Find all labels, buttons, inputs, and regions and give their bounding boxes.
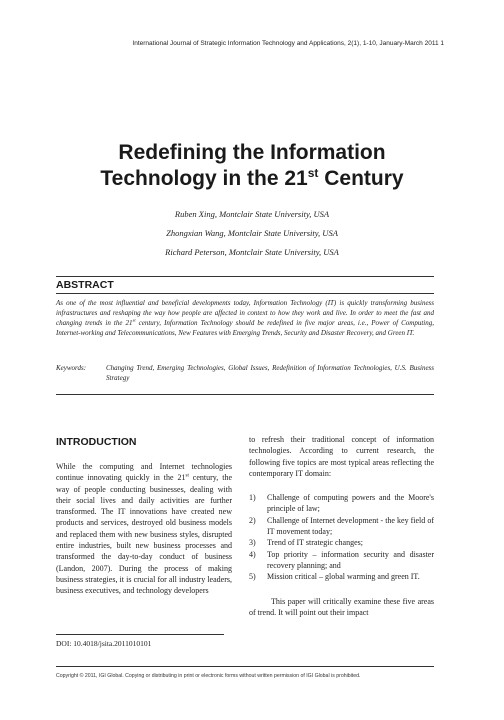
list-item-number: 4) bbox=[249, 549, 256, 559]
title-line-2 bbox=[40, 166, 464, 192]
copyright-notice: Copyright © 2011, IGI Global. Copying or distributing in print or electronic forms without written permission of IGI Global is prohibited. bbox=[56, 673, 361, 679]
list-item-number: 1) bbox=[249, 493, 256, 503]
intro-para-1-part-2: century, the way of people conducting businesses, dealing with their social lives and daily activities are further transformed. The IT innovations have created new products and services, destroyed old business models and replaced them with new business styles, disrupted entire industries, built new business processes and transformed the day-to-day conduct of business (Landon, 2007). During the process of making business strategies, it is crucial for all industry leaders, business executives, and technology developers bbox=[56, 473, 232, 596]
introduction-heading: INTRODUCTION bbox=[56, 436, 137, 448]
title-superscript: st bbox=[307, 166, 319, 180]
keywords bbox=[56, 363, 434, 383]
list-item-text: Challenge of Internet development - the key field of IT movement today; bbox=[267, 515, 434, 537]
title-line-1: Redefining the Information bbox=[118, 141, 386, 164]
topic-list bbox=[249, 492, 434, 582]
abstract-text-part-1: As one of the most influential and beneficial developments today, Information Technology (IT) is quickly transforming business infrastructures and reshaping the way how people are affected in context to how they work and live. In order to meet the fast and changing trends in the 21 bbox=[56, 299, 434, 327]
list-item bbox=[249, 492, 434, 515]
keywords-label: Keywords: bbox=[56, 364, 87, 372]
introduction-paragraph-2: This paper will critically examine these five areas of trend. It will point out their impact bbox=[249, 596, 434, 617]
paper-title bbox=[40, 140, 464, 192]
intro-superscript: st bbox=[185, 473, 189, 479]
author-list bbox=[40, 209, 464, 266]
abstract-superscript: st bbox=[132, 317, 136, 323]
list-item bbox=[249, 571, 434, 582]
list-item-number: 3) bbox=[249, 538, 256, 548]
list-item bbox=[249, 537, 434, 548]
abstract-bottom-rule bbox=[56, 394, 434, 395]
footer-rule bbox=[56, 666, 434, 667]
abstract-heading-rule bbox=[56, 293, 434, 294]
list-item-number: 2) bbox=[249, 515, 256, 525]
abstract-heading: ABSTRACT bbox=[56, 279, 114, 291]
author-3: Richard Peterson, Montclair State University, USA bbox=[165, 247, 339, 257]
doi: DOI: 10.4018/jsita.2011010101 bbox=[56, 639, 152, 648]
list-item-text: Top priority – information security and disaster recovery planning; and bbox=[267, 549, 434, 570]
abstract-top-rule bbox=[56, 276, 434, 277]
list-item bbox=[249, 549, 434, 572]
running-header: International Journal of Strategic Information Technology and Applications, 2(1), 1-10, January-March 2011 1 bbox=[132, 40, 444, 47]
list-item-number: 5) bbox=[249, 572, 256, 582]
list-item-text: Challenge of computing powers and the Moore's principle of law; bbox=[267, 493, 434, 514]
introduction-paragraph-1 bbox=[56, 461, 232, 597]
doi-rule bbox=[56, 634, 224, 635]
author-2: Zhongxian Wang, Montclair State University, USA bbox=[166, 228, 338, 238]
abstract-text-part-2: century, Information Technology should be redefined in five major areas, i.e., Power of Computing, Internet-working and Telecommunications, New Features with Emerging Trends, Security and Disaster Recovery, and Green IT. bbox=[56, 319, 434, 337]
left-column bbox=[56, 436, 232, 597]
introduction-paragraph-1-continued: to refresh their traditional concept of information technologies. According to current research, the following five topics are most typical areas reflecting the contemporary IT domain: bbox=[249, 435, 434, 478]
title-line-2-suffix: Century bbox=[318, 167, 404, 190]
author-1: Ruben Xing, Montclair State University, USA bbox=[174, 209, 330, 219]
intro-para-1-part-1: While the computing and Internet technologies continue innovating quickly in the 21 bbox=[56, 462, 232, 483]
list-item-text: Trend of IT strategic changes; bbox=[267, 538, 363, 548]
list-item-text: Mission critical – global warming and green IT. bbox=[267, 572, 420, 582]
list-item bbox=[249, 515, 434, 538]
right-column bbox=[249, 434, 434, 618]
abstract-text bbox=[56, 298, 434, 338]
title-line-2-prefix: Technology in the 21 bbox=[100, 167, 308, 190]
keywords-values: Changing Trend, Emerging Technologies, Global Issues, Redefinition of Information Technologies, U.S. Business Strategy bbox=[106, 364, 434, 382]
